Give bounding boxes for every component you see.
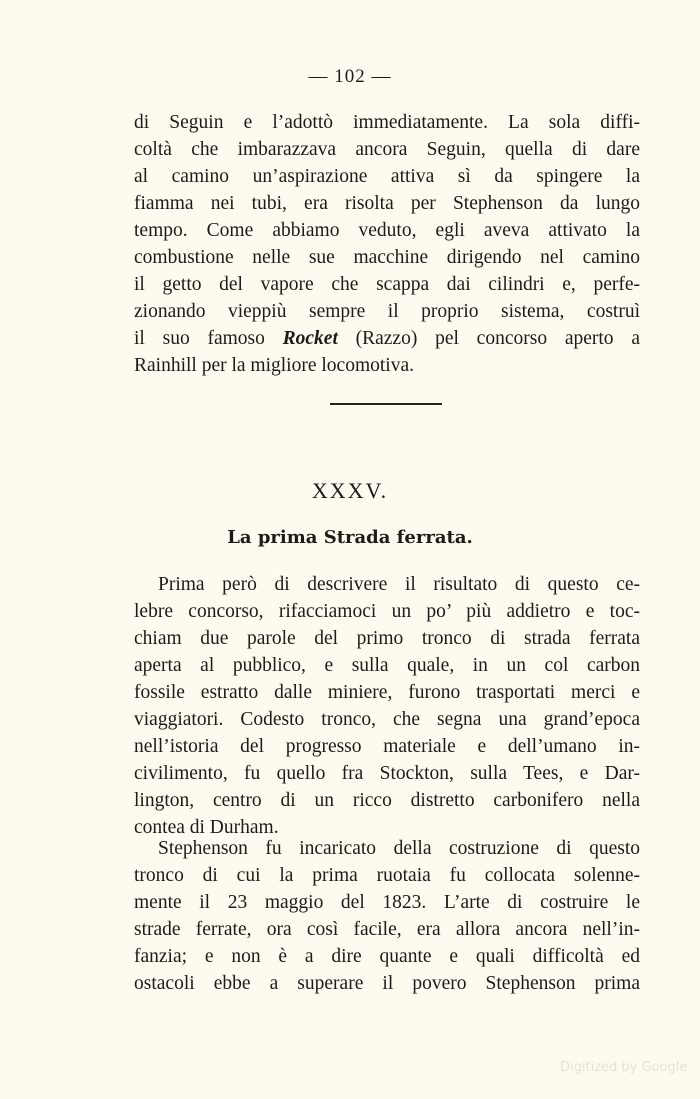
text-line: Prima però di descrivere il risultato di questo ce- [158,574,640,595]
chapter-number: XXXV. [311,478,389,503]
text-line: Stephenson fu incaricato della costruzione di questo [158,838,640,859]
text-line: di Seguin e l’adottò immediatamente. La sola diffi- [134,112,640,133]
text-line: aperta al pubblico, e sulla quale, in un col carbon [134,655,640,676]
paragraph-2 [134,571,640,841]
text-line: viaggiatori. Codesto tronco, che segna una grand’epoca [134,709,640,730]
text-fragment: (Razzo) pel concorso aperto a [355,328,640,349]
paragraph-3 [134,835,640,997]
paragraph-1 [134,109,640,379]
text-line: fiamma nei tubi, era risolta per Stephenson da lungo [134,193,640,214]
text-line: tronco di cui la prima ruotaia fu collocata solenne- [134,865,640,886]
text-line: civilimento, fu quello fra Stockton, sulla Tees, e Dar- [134,763,640,784]
page-number: — 102 — [308,66,392,87]
chapter-title: La prima Strada ferrata. [227,527,473,548]
watermark: Digitized by Google [560,1060,688,1075]
text-line: nell’istoria del progresso materiale e dell’umano in- [134,736,640,757]
text-line: mente il 23 maggio del 1823. L’arte di costruire le [134,892,640,913]
text-line: zionando vieppiù sempre il proprio sistema, costruì [134,301,640,322]
text-line: coltà che imbarazzava ancora Seguin, quella di dare [134,139,640,160]
text-line: tempo. Come abbiamo veduto, egli aveva attivato la [134,220,640,241]
text-line: lington, centro di un ricco distretto carbonifero nella [134,790,640,811]
text-line: al camino un’aspirazione attiva sì da spingere la [134,166,640,187]
text-line: strade ferrate, ora così facile, era allora ancora nell’in- [134,919,640,940]
text-fragment: il suo famoso [134,328,265,349]
section-divider [330,403,442,405]
text-line: ostacoli ebbe a superare il povero Stephenson prima [134,973,640,994]
text-line: fanzia; e non è a dire quante e quali difficoltà ed [134,946,640,967]
text-line-rocket [134,325,640,352]
text-line: fossile estratto dalle miniere, furono trasportati merci e [134,682,640,703]
text-line: lebre concorso, rifacciamoci un po’ più addietro e toc- [134,601,640,622]
text-line: contea di Durham. [134,817,279,838]
text-line: combustione nelle sue macchine dirigendo nel camino [134,247,640,268]
text-line: Rainhill per la migliore locomotiva. [134,355,414,376]
rocket-emphasis: Rocket [282,328,338,349]
text-line: il getto del vapore che scappa dai cilindri e, perfe- [134,274,640,295]
text-line: chiam due parole del primo tronco di strada ferrata [134,628,640,649]
